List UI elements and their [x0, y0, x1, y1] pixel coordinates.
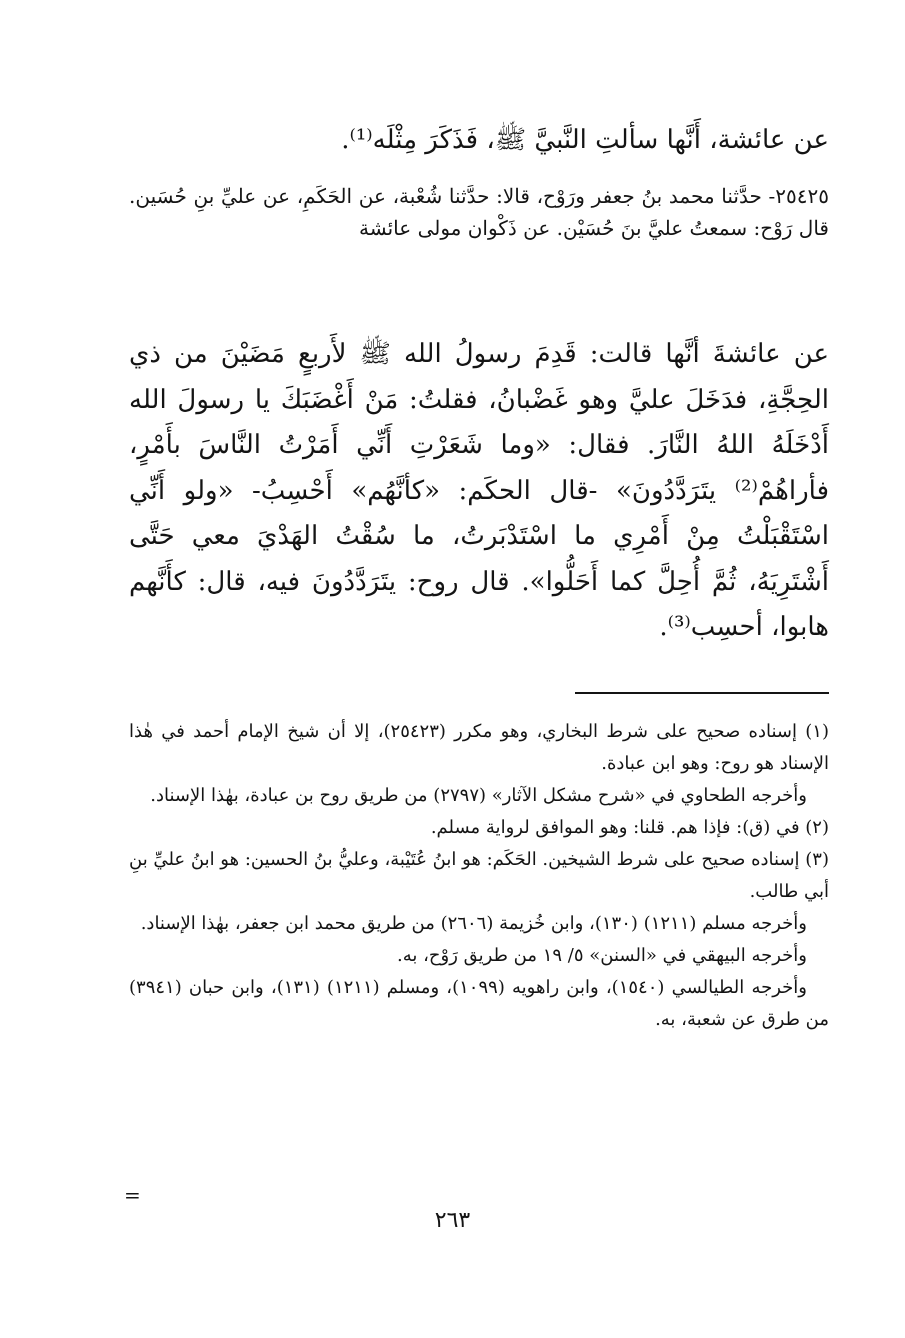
- footnotes: [129, 716, 829, 1036]
- footnote-1: (١) إسناده صحيح على شرط البخاري، وهو مكرر (٢٥٤٢٣)، إلا أن شيخ الإمام أحمد في هٰذا الإسناد هو روح: وهو ابن عبادة.: [129, 721, 829, 774]
- continuation-mark: =: [124, 1183, 141, 1207]
- footnote-3-continuation-3: وأخرجه الطيالسي (١٥٤٠)، وابن راهويه (١٠٩٩)، ومسلم (١٢١١) (١٣١)، وابن حبان (٣٩٤١) من طرق عن شعبة، به.: [129, 977, 829, 1030]
- footnote-2: (٢) في (ق): فإذا هم. قلنا: وهو الموافق لرواية مسلم.: [430, 817, 829, 838]
- hadith-text: عن عائشةَ أنَّها قالت: قَدِمَ رسولُ الله ﷺ لأَربعٍ مَضَيْنَ من ذي الحِجَّةِ، فدَخَلَ عليَّ وهو غَضْبانُ، فقلتُ: مَنْ أَغْضَبَكَ يا رسولَ الله أَدْخَلَهُ اللهُ النَّارَ. فقال: «وما شَعَرْتِ أَنِّي أَمَرْتُ النَّاسَ بأَمْرٍ، فأراهُمْ⁽²⁾ يتَرَدَّدُونَ» -قال الحكَم: «كأنَّهُم» أَحْسِبُ- «ولو أَنِّي اسْتَقْبَلْتُ مِنْ أَمْرِي ما اسْتَدْبَرتُ، ما سُقْتُ الهَدْيَ معي حَتَّى أَشْتَرِيَهُ، ثُمَّ أُحِلَّ كما أَحَلُّوا». قال روح: يتَرَدَّدُونَ فيه، قال: كأَنَّهم هابوا، أحسِب⁽³⁾.: [129, 339, 829, 642]
- footnote-3: (٣) إسناده صحيح على شرط الشيخين. الحَكَم: هو ابنُ عُتَيْبة، وعليُّ بنُ الحسين: هو ابنُ عليِّ بنِ أبي طالب.: [129, 849, 829, 902]
- hadith-header: ٢٥٤٢٥- حدَّثنا محمد بنُ جعفر ورَوْح، قالا: حدَّثنا شُعْبة، عن الحَكَمِ، عن عليِّ بنِ حُسَين. قال رَوْح: سمعتُ عليَّ بنَ حُسَيْن. عن ذَكْوان مولى عائشة: [129, 184, 829, 240]
- footnote-3-continuation-2: وأخرجه البيهقي في «السنن» ٥/ ١٩ من طريق رَوْح، به.: [396, 945, 807, 966]
- page-number: ٢٦٣: [434, 1208, 471, 1233]
- footnote-divider: [575, 692, 829, 694]
- footnote-3-continuation-1: وأخرجه مسلم (١٢١١) (١٣٠)، وابن خُزيمة (٢٦٠٦) من طريق محمد ابن جعفر، بهٰذا الإسناد.: [140, 913, 807, 934]
- opening-line: عن عائشة، أَنَّها سألتِ النَّبيَّ ﷺ، فَذَكَرَ مِثْلَه⁽¹⁾.: [341, 125, 829, 155]
- footnote-1-continuation: وأخرجه الطحاوي في «شرح مشكل الآثار» (٢٧٩٧) من طريق روح بن عبادة، بهٰذا الإسناد.: [150, 785, 807, 806]
